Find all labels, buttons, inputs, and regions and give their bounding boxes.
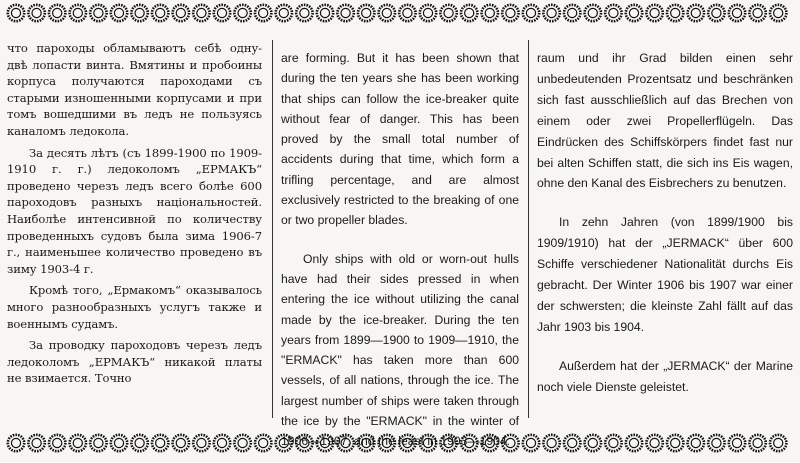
ornament-ring-inner bbox=[114, 8, 123, 17]
ornament-ring-inner bbox=[32, 8, 41, 17]
ornament-ring-inner bbox=[423, 8, 432, 17]
ornament-ring-inner bbox=[506, 438, 515, 447]
ornament-ring bbox=[214, 435, 230, 451]
english-paragraph-1: are forming. But it has been shown that during the ten years she has been working that ships can follow the ice-breaker quite without fear of danger. This has been proved by the small total number of accidents during that time, which form a trifling percentage, and are almost exclusively restricted to the breaking of one or two propeller blades. bbox=[281, 51, 519, 228]
ornament-ring-inner bbox=[341, 438, 350, 447]
ornament-ring-inner bbox=[609, 438, 618, 447]
ornament-ring-inner bbox=[176, 438, 185, 447]
column-divider-left bbox=[272, 40, 273, 418]
ornament-ring bbox=[337, 435, 353, 451]
ornament-ring bbox=[461, 435, 477, 451]
ornament-ring bbox=[399, 435, 415, 451]
ornament-ring bbox=[70, 5, 86, 21]
ornament-ring-inner bbox=[156, 8, 165, 17]
ornament-ring bbox=[255, 435, 271, 451]
ornament-ring-inner bbox=[753, 438, 762, 447]
ornament-ring bbox=[317, 435, 333, 451]
ornament-ring bbox=[234, 435, 250, 451]
ornament-ring-inner bbox=[629, 438, 638, 447]
ornament-ring-inner bbox=[382, 8, 391, 17]
ornament-ring bbox=[749, 435, 765, 451]
ornament-ring-inner bbox=[506, 8, 515, 17]
ornament-ring-inner bbox=[609, 8, 618, 17]
ornament-ring bbox=[90, 5, 106, 21]
ornament-ring bbox=[502, 435, 518, 451]
ornament-ring bbox=[276, 435, 292, 451]
ornament-ring bbox=[667, 435, 683, 451]
ornament-ring-inner bbox=[732, 438, 741, 447]
english-column bbox=[281, 48, 519, 452]
ornament-ring-inner bbox=[423, 438, 432, 447]
ornament-ring-inner bbox=[320, 438, 329, 447]
ornament-ring bbox=[131, 5, 147, 21]
ornament-ring bbox=[749, 5, 765, 21]
ornament-ring bbox=[564, 5, 580, 21]
ornament-ring-inner bbox=[300, 8, 309, 17]
ornament-ring bbox=[276, 5, 292, 21]
ornament-ring-inner bbox=[320, 8, 329, 17]
ornament-ring bbox=[564, 435, 580, 451]
ornament-ring bbox=[8, 435, 24, 451]
ornament-ring-inner bbox=[300, 438, 309, 447]
ornament-ring bbox=[152, 5, 168, 21]
ornament-ring bbox=[646, 5, 662, 21]
ornament-ring bbox=[482, 435, 498, 451]
ornament-ring-inner bbox=[53, 8, 62, 17]
ornament-ring-inner bbox=[238, 8, 247, 17]
ornament-ring bbox=[543, 435, 559, 451]
ornament-ring-inner bbox=[259, 8, 268, 17]
ornament-ring bbox=[440, 5, 456, 21]
ornament-ring-inner bbox=[197, 8, 206, 17]
ornament-ring-inner bbox=[691, 438, 700, 447]
ornament-ring bbox=[482, 5, 498, 21]
german-paragraph-2: In zehn Jahren (von 1899/1900 bis 1909/1910) hat der „JERMACK“ über 600 Schiffe verschiedener Nationalität durchs Eis gebracht. Der Winter 1906 bis 1907 war einer der schwersten; die kleinste Zahl fällt auf das Jahr 1903 bis 1904. bbox=[537, 215, 793, 334]
ornament-ring-inner bbox=[382, 438, 391, 447]
ornament-ring-inner bbox=[73, 8, 82, 17]
ornament-ring bbox=[502, 5, 518, 21]
ornament-ring-inner bbox=[588, 8, 597, 17]
ornament-ring-inner bbox=[650, 438, 659, 447]
ornament-ring bbox=[70, 435, 86, 451]
ornament-ring bbox=[296, 5, 312, 21]
ornament-ring-inner bbox=[444, 8, 453, 17]
ornament-ring bbox=[49, 435, 65, 451]
ornament-ring-inner bbox=[650, 8, 659, 17]
ornament-ring-inner bbox=[526, 438, 535, 447]
ornament-ring bbox=[379, 5, 395, 21]
ornament-ring bbox=[173, 435, 189, 451]
ornament-ring-inner bbox=[135, 438, 144, 447]
ornament-ring bbox=[28, 435, 44, 451]
ornament-ring-inner bbox=[403, 8, 412, 17]
ornament-ring bbox=[111, 435, 127, 451]
ornament-ring bbox=[8, 5, 24, 21]
german-paragraph-1: raum und ihr Grad bilden einen sehr unbedeutenden Prozentsatz und beschränken sich fast ausschließlich auf das Brechen von einem oder zwei Propellerflügeln. Das Eindrücken des Schiffskörpers findet fast nur bei alten Schiffen statt, die sich ins Eis wagen, ohne den Kanal des Eisbrechers zu benutzen. bbox=[537, 51, 793, 191]
ornament-ring-inner bbox=[217, 438, 226, 447]
german-paragraph-3: Außerdem hat der „JERMACK“ der Marine noch viele Dienste geleistet. bbox=[537, 358, 793, 394]
ornament-ring bbox=[461, 5, 477, 21]
ornament-ring bbox=[605, 5, 621, 21]
ornament-ring-inner bbox=[279, 438, 288, 447]
ornament-ring-inner bbox=[94, 438, 103, 447]
ornament-ring-inner bbox=[732, 8, 741, 17]
ornament-ring bbox=[440, 435, 456, 451]
ornament-ring-inner bbox=[568, 438, 577, 447]
ornament-ring-inner bbox=[465, 8, 474, 17]
ornament-ring bbox=[605, 435, 621, 451]
ornament-ring bbox=[49, 5, 65, 21]
ornament-ring bbox=[688, 5, 704, 21]
ornament-ring bbox=[152, 435, 168, 451]
ornament-ring-inner bbox=[526, 8, 535, 17]
ornament-ring bbox=[296, 435, 312, 451]
ornament-ring-inner bbox=[217, 8, 226, 17]
ornament-ring-inner bbox=[485, 438, 494, 447]
ornament-ring-inner bbox=[259, 438, 268, 447]
ornament-ring-inner bbox=[11, 8, 20, 17]
ornament-ring bbox=[90, 435, 106, 451]
ornament-ring-inner bbox=[691, 8, 700, 17]
ornament-ring bbox=[255, 5, 271, 21]
ornament-ring-inner bbox=[712, 438, 721, 447]
ornament-ring bbox=[131, 435, 147, 451]
ornament-ring bbox=[173, 5, 189, 21]
german-column bbox=[537, 48, 793, 398]
ornamental-border-bottom bbox=[6, 430, 794, 456]
ornament-ring-inner bbox=[32, 438, 41, 447]
ornament-ring bbox=[626, 435, 642, 451]
ornament-ring bbox=[399, 5, 415, 21]
ornament-ring-inner bbox=[362, 438, 371, 447]
ornament-ring-inner bbox=[238, 438, 247, 447]
ornament-ring bbox=[770, 435, 786, 451]
russian-paragraph-4: За проводку пароходовъ черезъ ледъ ледоколомъ „ЕРМАКЪ“ никакой платы не взимается. Точно bbox=[7, 338, 262, 386]
ornament-ring bbox=[626, 5, 642, 21]
ornament-ring bbox=[379, 435, 395, 451]
ornament-ring bbox=[708, 435, 724, 451]
ornament-ring bbox=[193, 435, 209, 451]
ornament-ring bbox=[646, 435, 662, 451]
ornament-ring bbox=[523, 435, 539, 451]
ornament-ring-inner bbox=[444, 438, 453, 447]
ornament-ring-inner bbox=[712, 8, 721, 17]
ornament-ring bbox=[708, 5, 724, 21]
ornament-ring-inner bbox=[197, 438, 206, 447]
english-paragraph-2: Only ships with old or worn-out hulls have had their sides pressed in when entering the ice without utilizing the canal made by the ice-breaker. During the ten years from 1899—1900 to 1909—1910, the "ERMACK" has taken more than 600 vessels, of all nations, through the ice. The largest number of ships were taken through the ice by the "ERMACK" in the winter of 1906—1907, and the least in 1903—1904. bbox=[281, 251, 519, 449]
ornament-ring-inner bbox=[629, 8, 638, 17]
ornament-ring-inner bbox=[94, 8, 103, 17]
ornament-ring-inner bbox=[73, 438, 82, 447]
ornament-ring-inner bbox=[135, 8, 144, 17]
ornament-ring bbox=[667, 5, 683, 21]
ornament-ring bbox=[729, 5, 745, 21]
ornament-ring-inner bbox=[403, 438, 412, 447]
ornament-ring-inner bbox=[279, 8, 288, 17]
ornament-ring-inner bbox=[671, 438, 680, 447]
ornament-ring bbox=[234, 5, 250, 21]
ornament-ring-inner bbox=[465, 438, 474, 447]
ornament-ring-inner bbox=[753, 8, 762, 17]
ornament-ring-inner bbox=[53, 438, 62, 447]
ornament-ring bbox=[543, 5, 559, 21]
ornament-ring-inner bbox=[774, 8, 783, 17]
ornament-ring bbox=[317, 5, 333, 21]
ornament-ring bbox=[420, 5, 436, 21]
ornament-ring bbox=[523, 5, 539, 21]
ornamental-border-top bbox=[6, 0, 794, 26]
ornament-ring-inner bbox=[588, 438, 597, 447]
ornament-ring-inner bbox=[11, 438, 20, 447]
ornament-ring bbox=[585, 5, 601, 21]
russian-paragraph-2: За десять лѣтъ (съ 1899-1900 по 1909-1910 г. г.) ледоколомъ „ЕРМАКЪ“ проведено черезъ ледъ всего болѣе 600 пароходовъ разныхъ національностей. Наиболѣе интенсивной по количеству проведенныхъ судовъ была зима 1906-7 г., наименьшее количество проведено въ зиму 1903-4 г. bbox=[7, 145, 262, 276]
ornament-ring bbox=[420, 435, 436, 451]
ornament-ring bbox=[358, 435, 374, 451]
russian-column bbox=[7, 40, 262, 387]
ornament-ring bbox=[28, 5, 44, 21]
ornament-ring-inner bbox=[671, 8, 680, 17]
ornament-ring-inner bbox=[547, 8, 556, 17]
ornament-ring bbox=[111, 5, 127, 21]
ornament-ring-inner bbox=[547, 438, 556, 447]
ornament-ring-inner bbox=[176, 8, 185, 17]
ornament-ring-inner bbox=[485, 8, 494, 17]
ornament-ring bbox=[729, 435, 745, 451]
column-divider-right bbox=[528, 40, 529, 418]
ornament-ring bbox=[337, 5, 353, 21]
ornament-ring-inner bbox=[156, 438, 165, 447]
ornament-ring bbox=[214, 5, 230, 21]
ornament-ring-inner bbox=[341, 8, 350, 17]
russian-paragraph-3: Кромѣ того, „Ермакомъ“ оказывалось много разнообразныхъ услугъ также и военнымъ судамъ. bbox=[7, 283, 262, 331]
ornament-ring bbox=[688, 435, 704, 451]
ornament-ring bbox=[585, 435, 601, 451]
ornament-ring bbox=[193, 5, 209, 21]
ornament-ring-inner bbox=[114, 438, 123, 447]
ornament-ring-inner bbox=[774, 438, 783, 447]
russian-paragraph-1: что пароходы обламываютъ себѣ одну-двѣ лопасти винта. Вмятины и пробоины корпуса получаются пароходами съ старыми изношенными корпусами и при томъ вошедшими въ ледъ не пользуясь каналомъ ледокола. bbox=[7, 41, 262, 138]
ornament-ring-inner bbox=[568, 8, 577, 17]
ornament-ring-inner bbox=[362, 8, 371, 17]
ornament-ring bbox=[358, 5, 374, 21]
ornament-ring bbox=[770, 5, 786, 21]
